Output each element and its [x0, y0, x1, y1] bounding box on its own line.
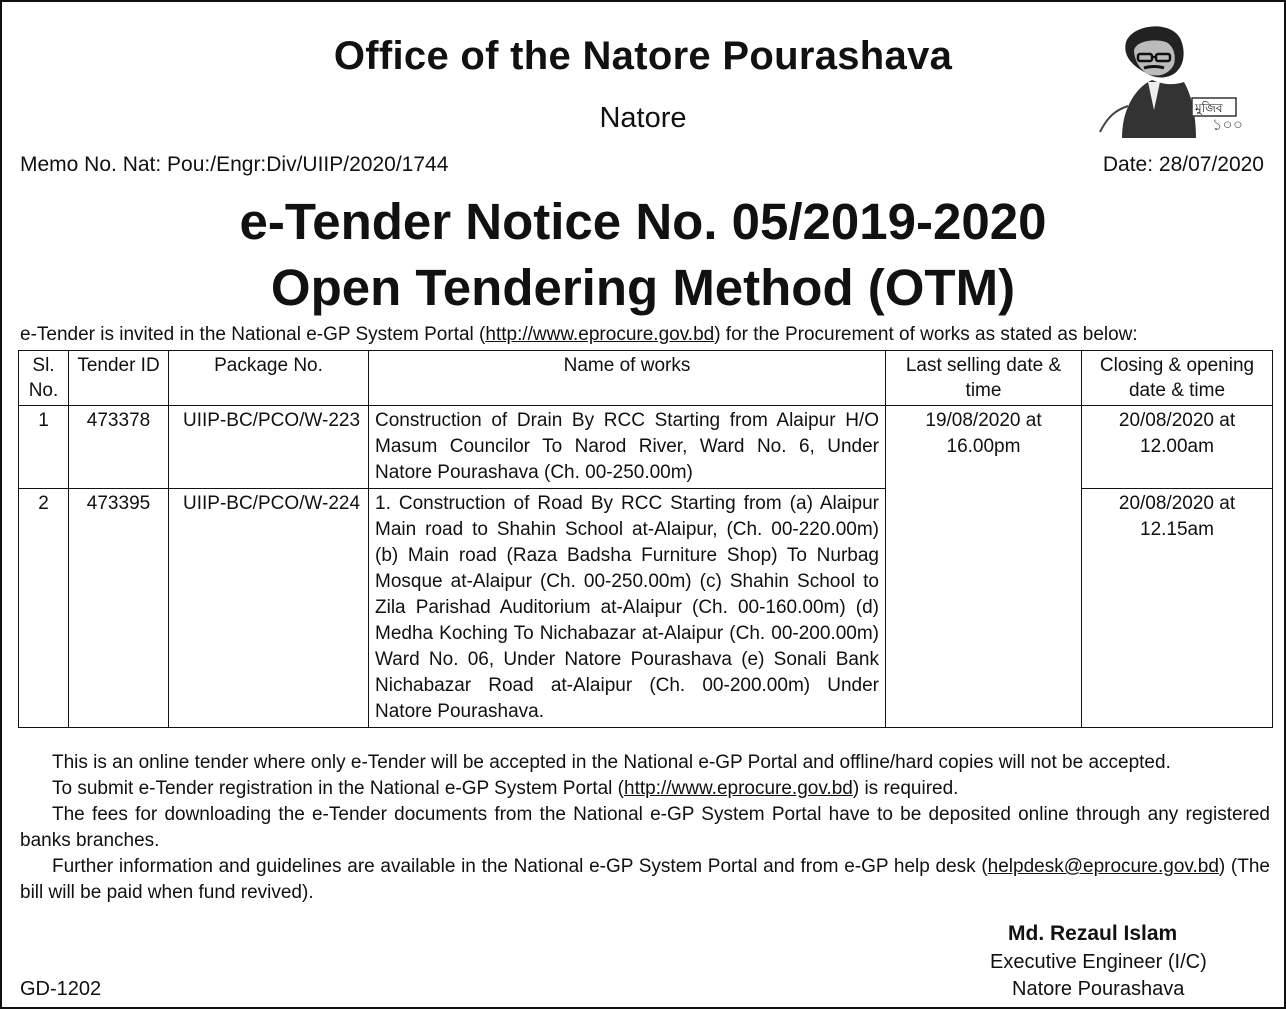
- footer-registration-after: ) is required.: [852, 778, 959, 799]
- tender-table: [18, 350, 1273, 728]
- row-package: UIIP-BC/PCO/W-224: [169, 489, 369, 728]
- table-header-row: [19, 351, 1273, 406]
- gd-code: GD-1202: [20, 978, 102, 1000]
- col-name-of-works: Name of works: [369, 351, 886, 406]
- footer-fees-note: The fees for downloading the e-Tender documents from the National e-GP System Portal have to be deposited online through any registered banks branches.: [20, 804, 1270, 851]
- signatory-name: Md. Rezaul Islam: [1008, 922, 1178, 945]
- row-tender-id: 473378: [69, 406, 169, 489]
- notice-title: e-Tender Notice No. 05/2019-2020: [239, 193, 1047, 250]
- mujib-100-portrait-logo-icon: [1092, 20, 1262, 138]
- notice-footer: [20, 750, 1270, 906]
- notice-date: Date: 28/07/2020: [1102, 153, 1264, 176]
- office-location: Natore: [599, 102, 687, 134]
- row-works: Construction of Drain By RCC Starting from Alaipur H/O Masum Councilor To Narod River, Ward No. 6, Under Natore Pourashava (Ch. 00-250.00m): [369, 406, 886, 489]
- memo-number: Memo No. Nat: Pou:/Engr:Div/UIIP/2020/1744: [20, 153, 449, 176]
- row-sl: 2: [19, 489, 69, 728]
- table-row: [19, 406, 1273, 489]
- footer-info-note: [20, 854, 1270, 906]
- col-last-selling: Last selling date & time: [886, 351, 1082, 406]
- footer-info-after: ) (The bill will be paid when fund revived).: [20, 856, 1270, 903]
- col-closing-opening: Closing & opening date & time: [1082, 351, 1273, 406]
- row-tender-id: 473395: [69, 489, 169, 728]
- col-package-no: Package No.: [169, 351, 369, 406]
- col-tender-id: Tender ID: [69, 351, 169, 406]
- row-sl: 1: [19, 406, 69, 489]
- logo-lettering: মুজিব: [1195, 101, 1223, 115]
- row-closing: 20/08/2020 at 12.00am: [1082, 406, 1273, 489]
- footer-registration-note: [20, 776, 1270, 802]
- row-works: 1. Construction of Road By RCC Starting from (a) Alaipur Main road to Shahin School at-Alaipur, (Ch. 00-220.00m) (b) Main road (Raza Badsha Furniture Shop) To Nurbag Mosque at-Alaipur (Ch. 00-250.00m) (c) Shahin School to Zila Parishad Auditorium at-Alaipur (Ch. 00-160.00m) (d) Medha Koching To Nichabazar at-Alaipur (Ch. 00-200.00m) Ward No. 06, Under Natore Pourashava (e) Sonali Bank Nichabazar Road at-Alaipur (Ch. 00-200.00m) Under Natore Pourashava.: [369, 489, 886, 728]
- row-last-selling: 19/08/2020 at 16.00pm: [886, 406, 1082, 728]
- footer-online-note: This is an online tender where only e-Tender will be accepted in the National e-GP Portal and offline/hard copies will not be accepted.: [52, 752, 1171, 773]
- footer-info-before: Further information and guidelines are available in the National e-GP System Portal and from e-GP help desk (: [52, 856, 988, 877]
- svg-text:১০০: ১০০: [1212, 115, 1244, 134]
- eprocure-link-footer[interactable]: http://www.eprocure.gov.bd: [624, 778, 853, 799]
- col-sl-no: Sl. No.: [19, 351, 69, 406]
- table-row: [19, 489, 1273, 728]
- office-title: Office of the Natore Pourashava: [333, 34, 953, 78]
- intro-before: e-Tender is invited in the National e-GP System Portal (: [20, 324, 486, 345]
- eprocure-link[interactable]: http://www.eprocure.gov.bd: [485, 324, 715, 345]
- tender-method: Open Tendering Method (OTM): [270, 259, 1016, 316]
- intro-after: ) for the Procurement of works as stated as below:: [714, 324, 1138, 345]
- row-package: UIIP-BC/PCO/W-223: [169, 406, 369, 489]
- helpdesk-email-link[interactable]: helpdesk@eprocure.gov.bd: [987, 856, 1219, 877]
- row-closing: 20/08/2020 at 12.15am: [1082, 489, 1273, 728]
- intro-text: [20, 324, 1138, 346]
- footer-registration-before: To submit e-Tender registration in the National e-GP System Portal (: [52, 778, 625, 799]
- signatory-office: Natore Pourashava: [1012, 978, 1185, 1000]
- signatory-title: Executive Engineer (I/C): [990, 951, 1207, 973]
